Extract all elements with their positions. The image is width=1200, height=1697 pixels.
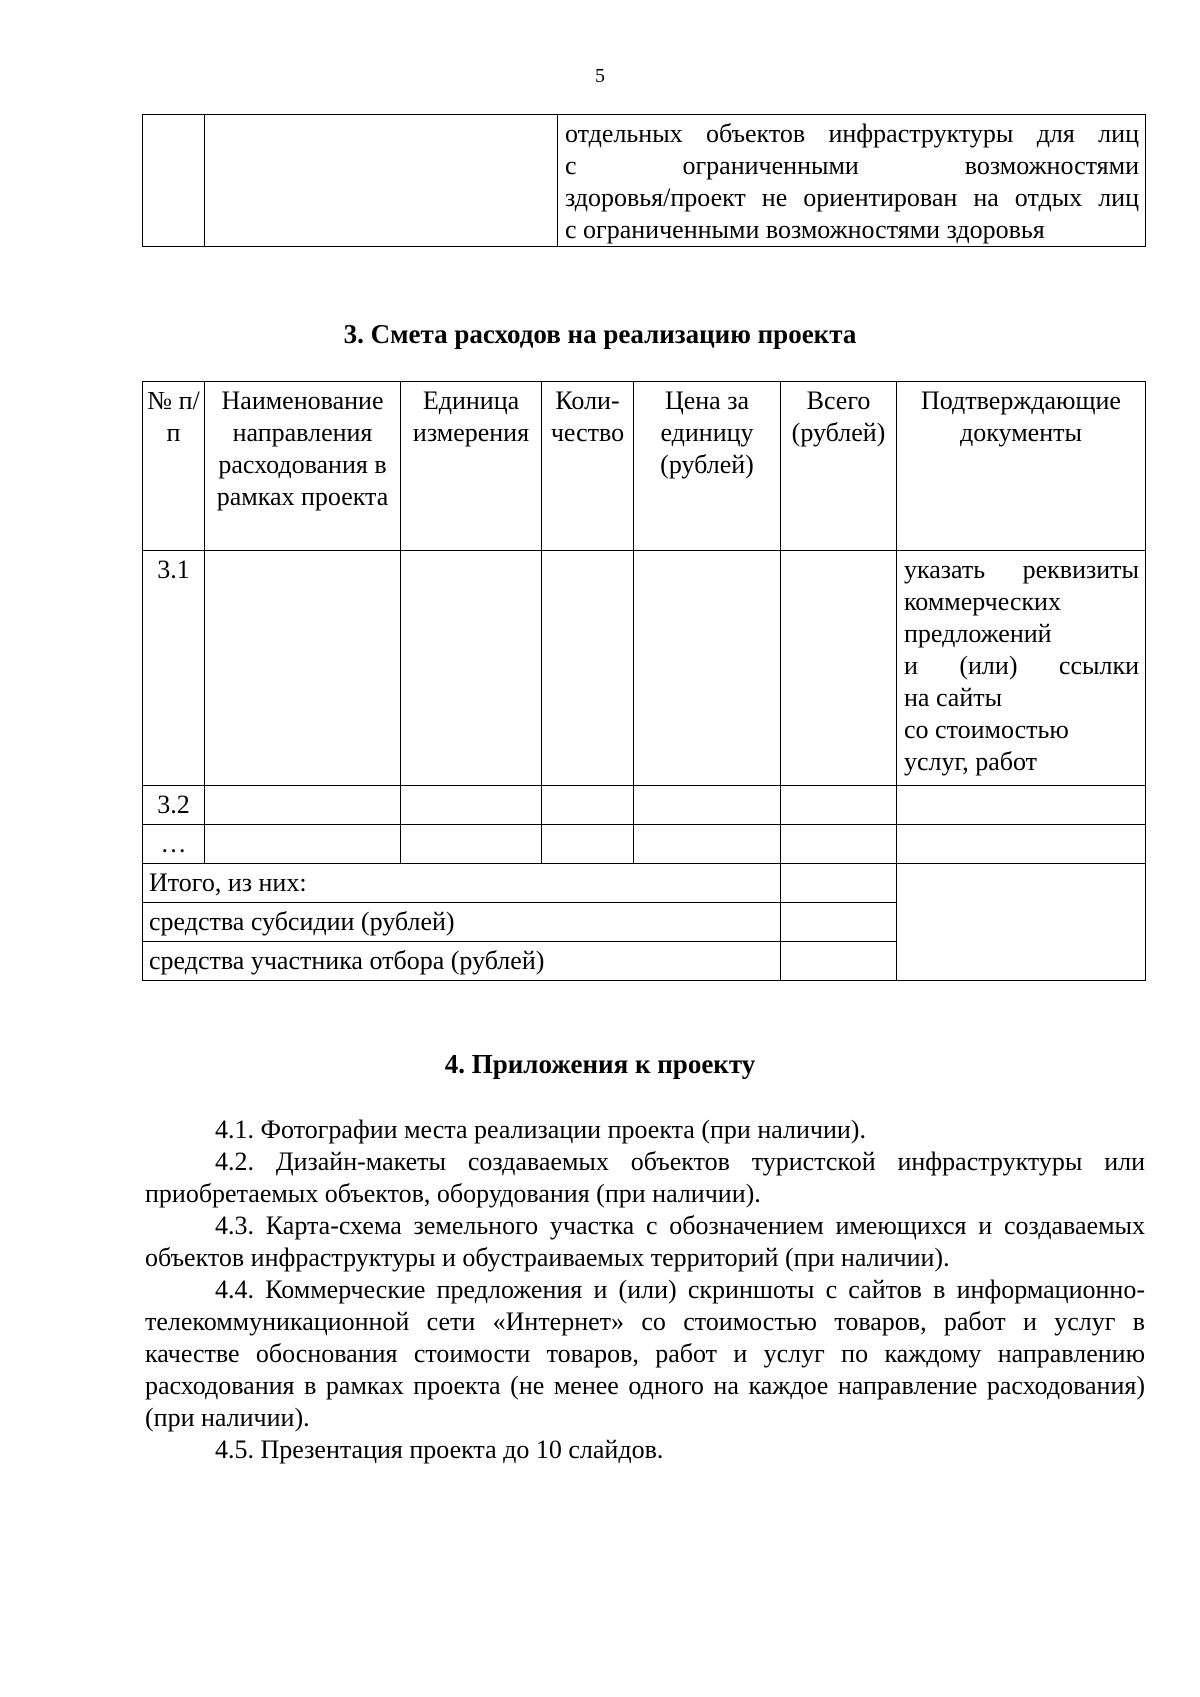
table-cell xyxy=(558,115,1146,247)
section-title: 4. Приложения к проекту xyxy=(444,1049,756,1079)
table-cell xyxy=(781,551,897,786)
table-cell xyxy=(542,825,634,864)
appendix-item: 4.2. Дизайн-макеты создаваемых объектов туристской инфраструктуры или приобретаемых объектов, оборудования (при наличии). xyxy=(145,1147,1145,1208)
docs-cell xyxy=(897,551,1146,786)
table-cell xyxy=(205,551,401,786)
table-cell xyxy=(897,825,1146,864)
table-cell xyxy=(897,864,1146,981)
header-total: Всего (рублей) xyxy=(781,382,897,551)
table-cell xyxy=(781,786,897,825)
continuation-table xyxy=(142,114,1146,247)
appendix-list xyxy=(145,1114,1145,1466)
text-line: и (или) ссылки xyxy=(904,651,1139,680)
table-cell xyxy=(781,825,897,864)
table-cell xyxy=(781,942,897,981)
text-line: услуг, работ xyxy=(904,747,1038,776)
text-line: указать реквизиты xyxy=(904,555,1139,584)
total-label: Итого, из них: xyxy=(143,864,781,903)
subsidy-label: средства субсидии (рублей) xyxy=(143,903,781,942)
table-row xyxy=(143,115,1146,247)
table-cell xyxy=(401,551,542,786)
table-cell xyxy=(634,551,781,786)
table-cell xyxy=(401,786,542,825)
table-cell xyxy=(205,115,558,247)
header-qty: Коли- чество xyxy=(542,382,634,551)
estimate-table xyxy=(142,381,1146,981)
table-cell xyxy=(634,786,781,825)
total-row xyxy=(143,864,1146,903)
page-number: 5 xyxy=(595,65,605,87)
table-row xyxy=(143,551,1146,786)
table-header-row xyxy=(143,382,1146,551)
text-line: отдельных объектов инфраструктуры для лиц xyxy=(565,119,1139,148)
participant-label: средства участника отбора (рублей) xyxy=(143,942,781,981)
text-line: со стоимостью xyxy=(904,715,1069,744)
text-line: с ограниченными возможностями здоровья xyxy=(565,215,1045,244)
appendix-item: 4.5. Презентация проекта до 10 слайдов. xyxy=(215,1435,664,1464)
header-num: № п/п xyxy=(143,382,205,551)
header-price: Цена за единицу (рублей) xyxy=(634,382,781,551)
appendix-item: 4.1. Фотографии места реализации проекта (при наличии). xyxy=(215,1115,866,1144)
table-cell xyxy=(634,825,781,864)
text-line: предложений xyxy=(904,619,1052,648)
table-row xyxy=(143,825,1146,864)
row-number: 3.1 xyxy=(143,551,205,786)
row-number: 3.2 xyxy=(143,786,205,825)
table-cell xyxy=(542,786,634,825)
section-title: 3. Смета расходов на реализацию проекта xyxy=(343,319,857,349)
appendix-item: 4.3. Карта-схема земельного участка с обозначением имеющихся и создаваемых объектов инфраструктуры и обустраиваемых территорий (при наличии). xyxy=(145,1211,1145,1272)
table-cell xyxy=(781,903,897,942)
table-cell xyxy=(205,786,401,825)
header-docs: Подтверждающие документы xyxy=(897,382,1146,551)
row-number: … xyxy=(143,825,205,864)
header-unit: Единица измерения xyxy=(401,382,542,551)
table-cell xyxy=(143,115,205,247)
text-line: с ограниченными возможностями xyxy=(565,151,1139,180)
table-cell xyxy=(897,786,1146,825)
text-line: на сайты xyxy=(904,683,1003,712)
table-cell xyxy=(401,825,542,864)
header-name: Наименование направления расходования в рамках проекта xyxy=(205,382,401,551)
text-line: коммерческих xyxy=(904,587,1061,616)
table-cell xyxy=(205,825,401,864)
table-cell xyxy=(542,551,634,786)
text-line: здоровья/проект не ориентирован на отдых лиц xyxy=(565,183,1139,212)
table-row xyxy=(143,786,1146,825)
table-cell xyxy=(781,864,897,903)
appendix-item: 4.4. Коммерческие предложения и (или) скриншоты с сайтов в информационно-телекоммуникационной сети «Интернет» со стоимостью товаров, работ и услуг в качестве обоснования стоимости товаров, работ и услуг по каждому направлению расходования в рамках проекта (не менее одного на каждое направление расходования) (при наличии). xyxy=(145,1275,1145,1432)
